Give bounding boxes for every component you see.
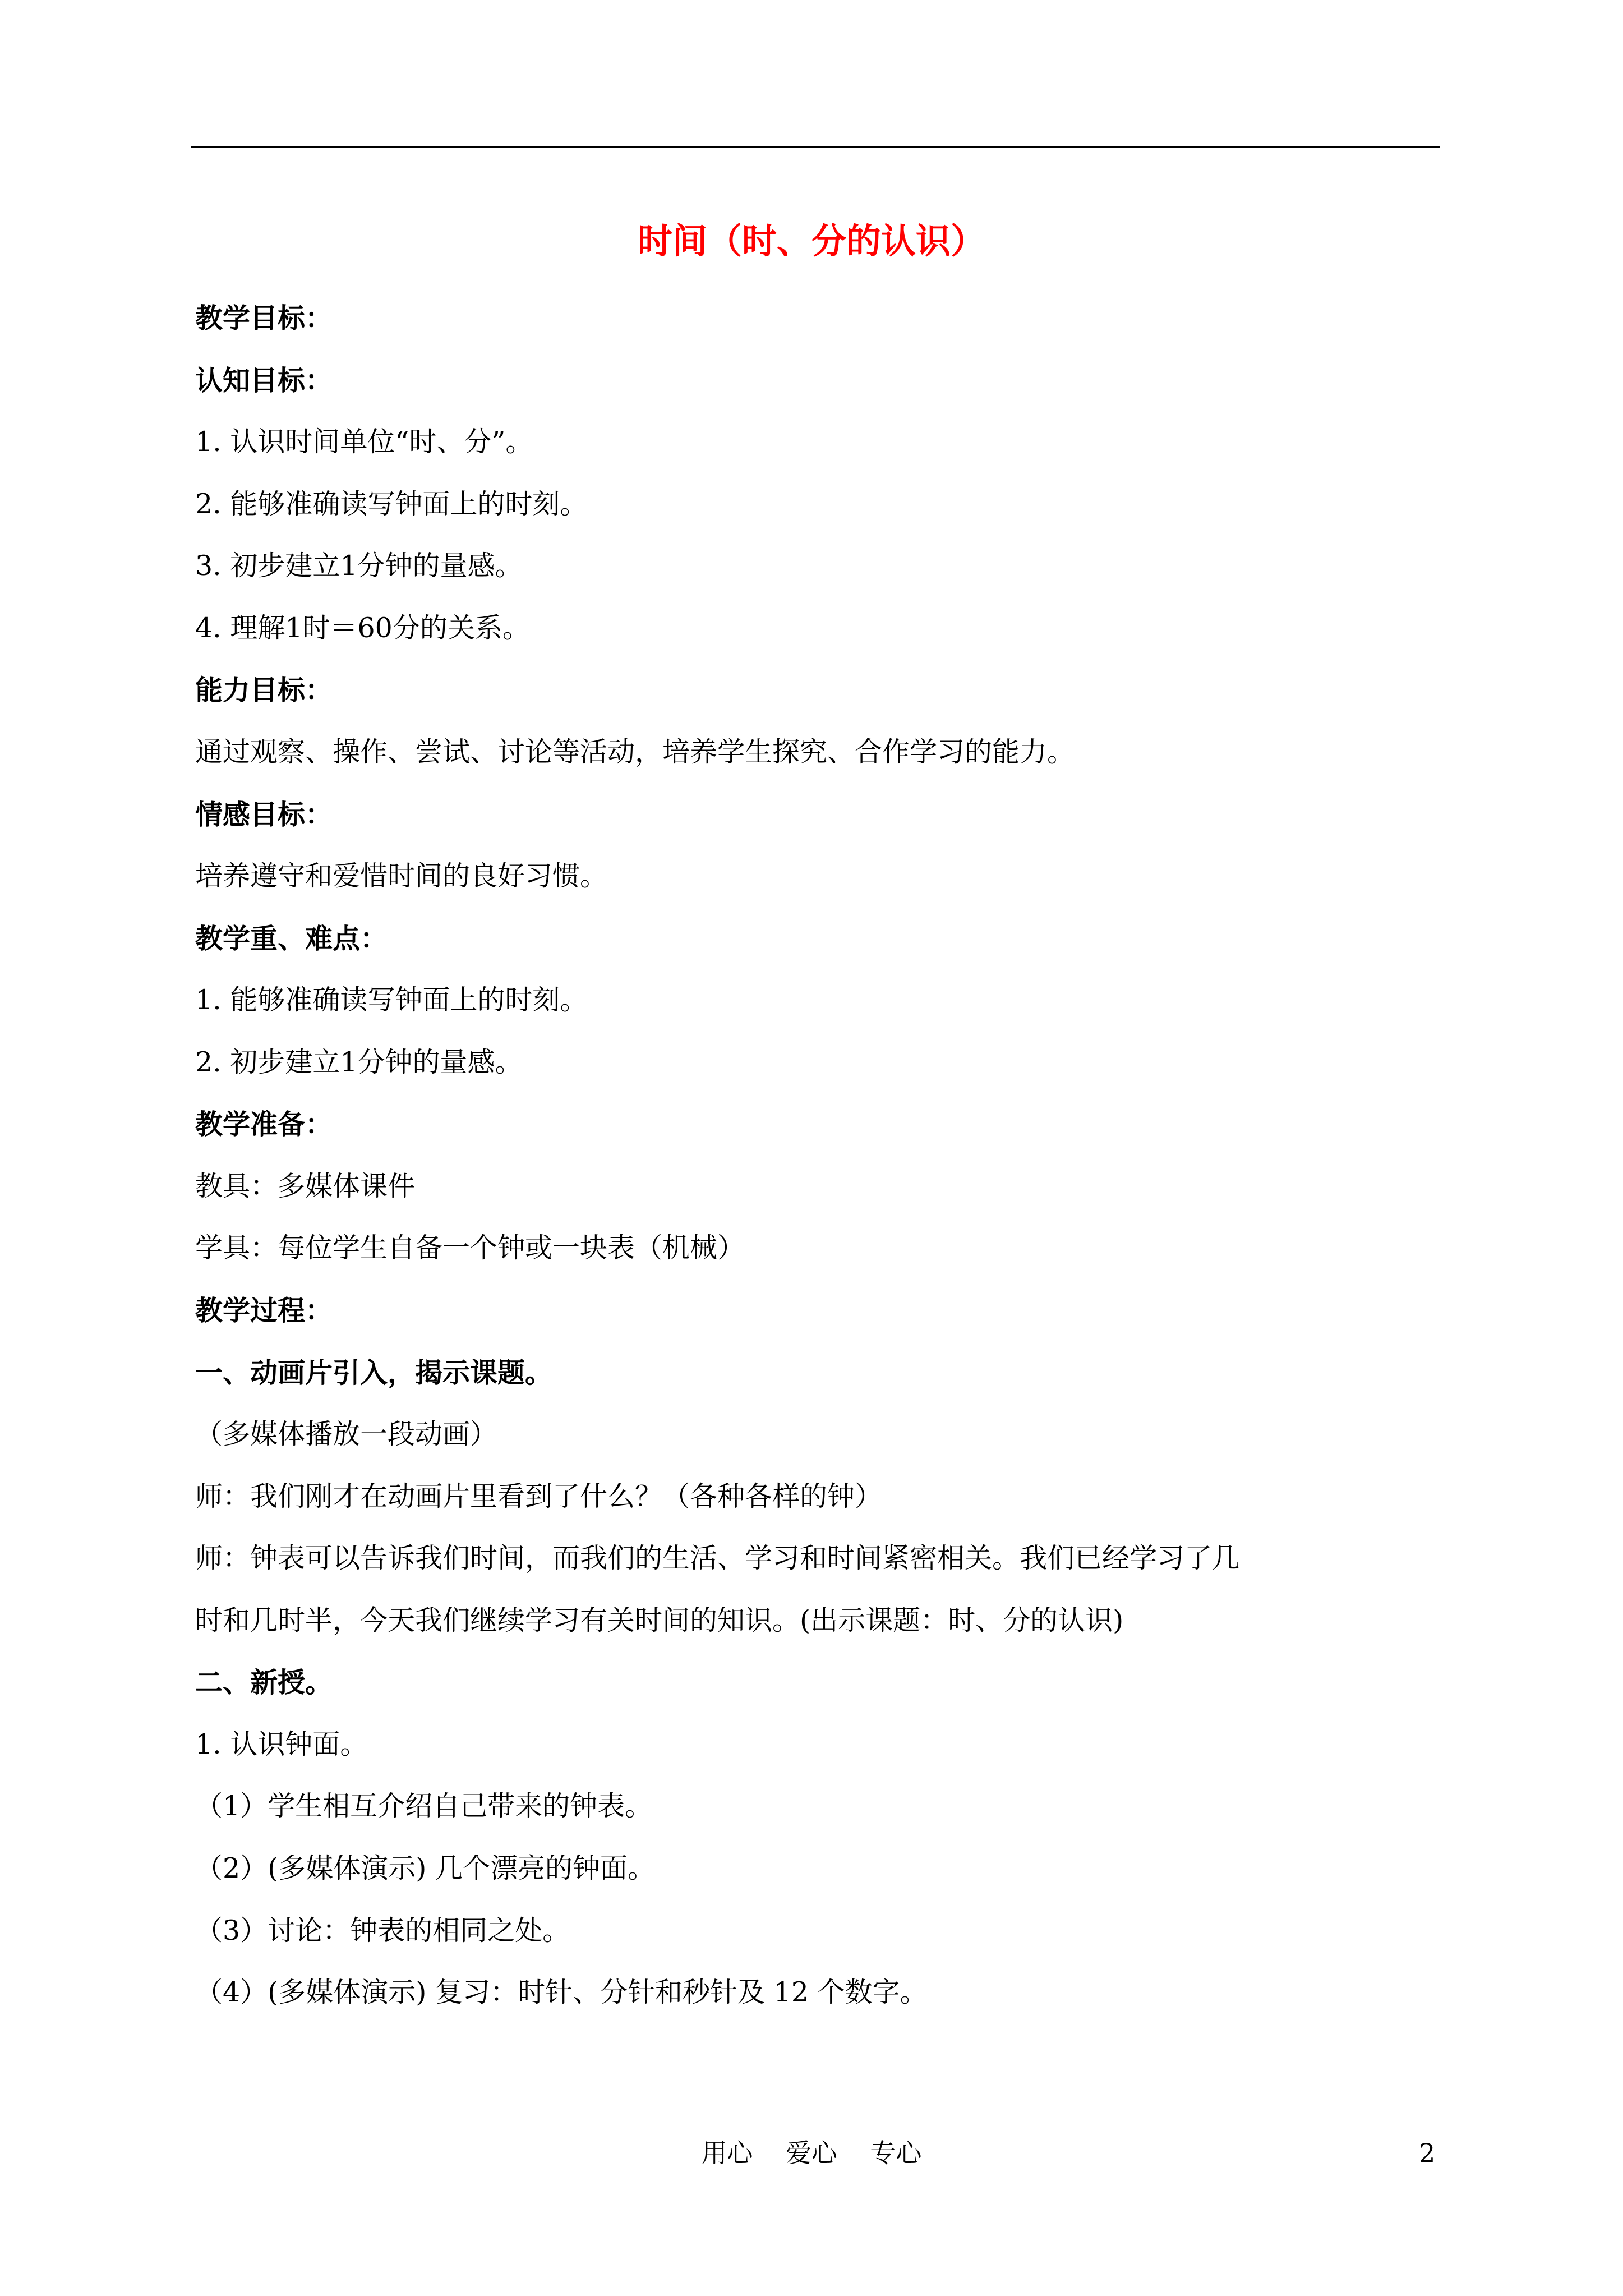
body-line: 4. 理解1时＝60分的关系。	[195, 612, 530, 644]
body-line: 1. 认识时间单位“时、分”。	[195, 426, 533, 458]
body-line: （3）讨论：钟表的相同之处。	[195, 1915, 570, 1947]
body-line: 通过观察、操作、尝试、讨论等活动，培养学生探究、合作学习的能力。	[195, 736, 1075, 768]
body-line: 教学过程：	[195, 1294, 333, 1327]
body-line: （2）(多媒体演示) 几个漂亮的钟面。	[195, 1852, 655, 1884]
body-line: （多媒体播放一段动画）	[195, 1418, 498, 1450]
body-line: 培养遵守和爱惜时间的良好习惯。	[195, 860, 608, 892]
body-line: 师：我们刚才在动画片里看到了什么？（各种各样的钟）	[195, 1480, 883, 1512]
body-line: 情感目标：	[195, 798, 333, 831]
body-line: 2. 能够准确读写钟面上的时刻。	[195, 488, 588, 520]
body-line: 能力目标：	[195, 674, 333, 706]
body-line: 1. 能够准确读写钟面上的时刻。	[195, 984, 588, 1016]
body-line: 学具：每位学生自备一个钟或一块表（机械）	[195, 1232, 745, 1264]
body-line: 2. 初步建立1分钟的量感。	[195, 1046, 523, 1078]
body-line: 时和几时半，今天我们继续学习有关时间的知识。(出示课题：时、分的认识)	[195, 1604, 1124, 1636]
body-line: 认知目标：	[195, 364, 333, 397]
body-line: （1）学生相互介绍自己带来的钟表。	[195, 1790, 653, 1822]
body-line: 教具：多媒体课件	[195, 1170, 416, 1202]
body-line: 一、动画片引入，揭示课题。	[195, 1356, 553, 1389]
footer-text: 用心 爱心 专心	[701, 2138, 922, 2168]
body-line: 教学目标：	[195, 302, 333, 334]
document-title: 时间（时、分的认识）	[637, 220, 985, 261]
page-number: 2	[1419, 2138, 1436, 2168]
body-line: 教学准备：	[195, 1108, 333, 1140]
body-line: （4）(多媒体演示) 复习：时针、分针和秒针及 12 个数字。	[195, 1976, 928, 2008]
body-line: 教学重、难点：	[195, 922, 388, 955]
body-line: 3. 初步建立1分钟的量感。	[195, 550, 523, 582]
header-rule	[191, 146, 1440, 148]
body-line: 二、新授。	[195, 1666, 333, 1699]
body-line: 师：钟表可以告诉我们时间，而我们的生活、学习和时间紧密相关。我们已经学习了几	[195, 1542, 1240, 1574]
body-line: 1. 认识钟面。	[195, 1728, 368, 1760]
